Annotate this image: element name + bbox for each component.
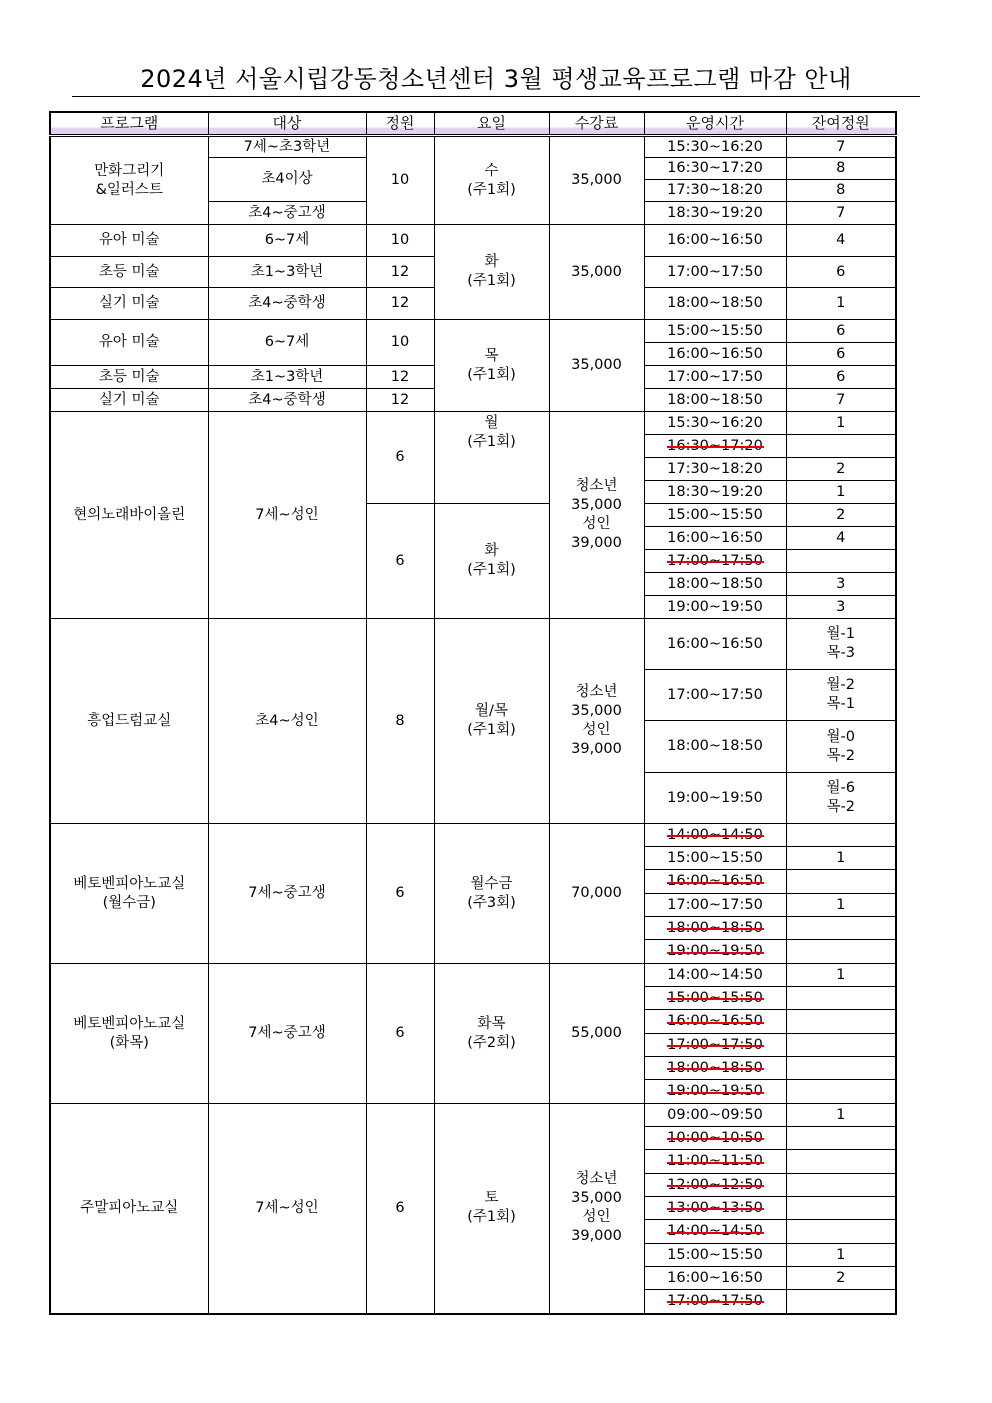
time-cell: 18:00~18:50 — [644, 288, 786, 320]
time-cell-closed: 19:00~19:50 — [644, 1080, 786, 1104]
time-cell: 16:00~16:50 — [644, 343, 786, 366]
time-cell-closed: 19:00~19:50 — [644, 940, 786, 964]
fee-cell: 35,000 — [549, 225, 644, 320]
remaining-cell: 6 — [786, 257, 896, 288]
target-cell: 초1~3학년 — [208, 366, 366, 389]
time-cell: 15:30~16:20 — [644, 412, 786, 435]
target-cell: 초4~중고생 — [208, 202, 366, 225]
remaining-cell — [786, 987, 896, 1010]
remaining-cell: 2 — [786, 1267, 896, 1290]
time-cell-closed: 16:00~16:50 — [644, 870, 786, 894]
target-cell: 6~7세 — [208, 225, 366, 257]
program-name: 실기 미술 — [50, 389, 208, 412]
header-day: 요일 — [434, 112, 549, 136]
time-cell: 18:00~18:50 — [644, 389, 786, 412]
day-cell: 화목 (주2회) — [434, 964, 549, 1104]
time-cell: 16:30~17:20 — [644, 158, 786, 180]
capacity-cell: 12 — [366, 389, 434, 412]
remaining-cell — [786, 1010, 896, 1034]
target-cell: 7세~성인 — [208, 1104, 366, 1314]
remaining-cell — [786, 1127, 896, 1150]
time-cell: 15:00~15:50 — [644, 320, 786, 343]
remaining-cell: 1 — [786, 964, 896, 987]
remaining-cell: 1 — [786, 894, 896, 917]
target-cell: 초4~중학생 — [208, 389, 366, 412]
program-name: 주말피아노교실 — [50, 1104, 208, 1314]
remaining-cell — [786, 550, 896, 573]
capacity-cell: 10 — [366, 225, 434, 257]
program-name: 초등 미술 — [50, 366, 208, 389]
table-row — [50, 320, 896, 343]
time-cell-closed: 17:00~17:50 — [644, 1034, 786, 1057]
remaining-cell: 월-6 목-2 — [786, 773, 896, 824]
header-capacity: 정원 — [366, 112, 434, 136]
capacity-cell: 10 — [366, 320, 434, 366]
time-cell: 17:30~18:20 — [644, 458, 786, 481]
program-name: 유아 미술 — [50, 225, 208, 257]
target-cell: 7세~중고생 — [208, 824, 366, 964]
program-name: 실기 미술 — [50, 288, 208, 320]
time-cell: 16:00~16:50 — [644, 619, 786, 670]
table-row — [50, 824, 896, 847]
remaining-cell: 1 — [786, 1104, 896, 1127]
remaining-cell: 1 — [786, 412, 896, 435]
program-name: 흥업드럼교실 — [50, 619, 208, 824]
time-cell-closed: 13:00~13:50 — [644, 1197, 786, 1220]
capacity-cell: 6 — [366, 1104, 434, 1314]
remaining-cell: 7 — [786, 136, 896, 158]
time-cell-closed: 12:00~12:50 — [644, 1174, 786, 1197]
title-container — [72, 64, 920, 97]
time-cell-closed: 15:00~15:50 — [644, 987, 786, 1010]
time-cell-closed: 18:00~18:50 — [644, 1057, 786, 1080]
remaining-cell — [786, 1197, 896, 1220]
program-name: 유아 미술 — [50, 320, 208, 366]
time-cell-closed: 16:30~17:20 — [644, 435, 786, 458]
time-cell: 16:00~16:50 — [644, 1267, 786, 1290]
time-cell: 16:00~16:50 — [644, 225, 786, 257]
remaining-cell: 8 — [786, 180, 896, 202]
remaining-cell — [786, 917, 896, 940]
time-cell: 15:00~15:50 — [644, 847, 786, 870]
remaining-cell: 1 — [786, 847, 896, 870]
table-row — [50, 964, 896, 987]
time-cell: 17:00~17:50 — [644, 366, 786, 389]
remaining-cell: 1 — [786, 288, 896, 320]
remaining-cell: 4 — [786, 225, 896, 257]
capacity-cell: 6 — [366, 504, 434, 619]
capacity-cell: 10 — [366, 136, 434, 225]
page-title: 2024년 서울시립강동청소년센터 3월 평생교육프로그램 마감 안내 — [140, 65, 852, 93]
capacity-cell: 6 — [366, 824, 434, 964]
fee-cell: 35,000 — [549, 320, 644, 412]
time-cell: 18:00~18:50 — [644, 573, 786, 596]
target-cell: 7세~성인 — [208, 412, 366, 619]
time-cell: 19:00~19:50 — [644, 596, 786, 619]
time-cell-closed: 10:00~10:50 — [644, 1127, 786, 1150]
fee-cell: 35,000 — [549, 136, 644, 225]
remaining-cell: 1 — [786, 1244, 896, 1267]
capacity-cell: 12 — [366, 366, 434, 389]
time-cell-closed: 14:00~14:50 — [644, 824, 786, 847]
target-cell: 초4~성인 — [208, 619, 366, 824]
day-cell: 월/목 (주1회) — [434, 619, 549, 824]
remaining-cell: 월-1 목-3 — [786, 619, 896, 670]
day-cell: 화 (주1회) — [434, 225, 549, 320]
target-cell: 7세~중고생 — [208, 964, 366, 1104]
capacity-cell: 12 — [366, 288, 434, 320]
day-cell: 목 (주1회) — [434, 320, 549, 412]
fee-cell: 청소년 35,000 성인 39,000 — [549, 619, 644, 824]
time-cell: 15:00~15:50 — [644, 504, 786, 527]
time-cell: 17:00~17:50 — [644, 670, 786, 721]
remaining-cell: 7 — [786, 202, 896, 225]
remaining-cell: 8 — [786, 158, 896, 180]
time-cell: 09:00~09:50 — [644, 1104, 786, 1127]
time-cell: 15:00~15:50 — [644, 1244, 786, 1267]
remaining-cell — [786, 1290, 896, 1314]
day-cell: 월 (주1회) — [434, 412, 549, 504]
time-cell: 18:00~18:50 — [644, 721, 786, 773]
time-cell: 17:30~18:20 — [644, 180, 786, 202]
capacity-cell: 8 — [366, 619, 434, 824]
remaining-cell — [786, 1150, 896, 1174]
program-name: 초등 미술 — [50, 257, 208, 288]
time-cell-closed: 17:00~17:50 — [644, 1290, 786, 1314]
header-fee: 수강료 — [549, 112, 644, 136]
time-cell: 15:30~16:20 — [644, 136, 786, 158]
remaining-cell — [786, 1034, 896, 1057]
remaining-cell — [786, 1174, 896, 1197]
remaining-cell — [786, 1220, 896, 1244]
remaining-cell: 6 — [786, 320, 896, 343]
remaining-cell — [786, 940, 896, 964]
time-cell-closed: 16:00~16:50 — [644, 1010, 786, 1034]
remaining-cell: 월-0 목-2 — [786, 721, 896, 773]
capacity-cell: 6 — [366, 964, 434, 1104]
time-cell: 16:00~16:50 — [644, 527, 786, 550]
remaining-cell — [786, 1080, 896, 1104]
program-name: 베토벤피아노교실 (월수금) — [50, 824, 208, 964]
day-cell: 토 (주1회) — [434, 1104, 549, 1314]
target-cell: 초1~3학년 — [208, 257, 366, 288]
table-row — [50, 225, 896, 257]
capacity-cell: 6 — [366, 412, 434, 504]
remaining-cell: 7 — [786, 389, 896, 412]
table-row — [50, 1104, 896, 1127]
target-cell: 7세~초3학년 — [208, 136, 366, 158]
capacity-cell: 12 — [366, 257, 434, 288]
target-cell: 초4~중학생 — [208, 288, 366, 320]
table-row — [50, 136, 896, 158]
time-cell: 17:00~17:50 — [644, 257, 786, 288]
time-cell-closed: 14:00~14:50 — [644, 1220, 786, 1244]
day-cell: 화 (주1회) — [434, 504, 549, 619]
remaining-cell — [786, 1057, 896, 1080]
time-cell: 14:00~14:50 — [644, 964, 786, 987]
remaining-cell: 월-2 목-1 — [786, 670, 896, 721]
fee-cell: 청소년 35,000 성인 39,000 — [549, 1104, 644, 1314]
table-row — [50, 412, 896, 435]
remaining-cell: 6 — [786, 366, 896, 389]
remaining-cell: 1 — [786, 481, 896, 504]
time-cell-closed: 18:00~18:50 — [644, 917, 786, 940]
time-cell-closed: 17:00~17:50 — [644, 550, 786, 573]
remaining-cell — [786, 870, 896, 894]
program-name: 만화그리기 &일러스트 — [50, 136, 208, 225]
remaining-cell: 6 — [786, 343, 896, 366]
fee-cell: 55,000 — [549, 964, 644, 1104]
day-cell: 월수금 (주3회) — [434, 824, 549, 964]
schedule-table — [49, 111, 897, 1315]
fee-cell: 청소년 35,000 성인 39,000 — [549, 412, 644, 619]
time-cell: 18:30~19:20 — [644, 202, 786, 225]
header-target: 대상 — [208, 112, 366, 136]
fee-cell: 70,000 — [549, 824, 644, 964]
header-time: 운영시간 — [644, 112, 786, 136]
program-name: 현의노래바이올린 — [50, 412, 208, 619]
remaining-cell: 2 — [786, 504, 896, 527]
table-row — [50, 619, 896, 670]
header-remaining: 잔여정원 — [786, 112, 896, 136]
target-cell: 6~7세 — [208, 320, 366, 366]
remaining-cell — [786, 435, 896, 458]
time-cell: 19:00~19:50 — [644, 773, 786, 824]
remaining-cell: 4 — [786, 527, 896, 550]
target-cell: 초4이상 — [208, 158, 366, 202]
remaining-cell: 3 — [786, 573, 896, 596]
time-cell: 18:30~19:20 — [644, 481, 786, 504]
header-row — [50, 112, 896, 136]
program-name: 베토벤피아노교실 (화목) — [50, 964, 208, 1104]
remaining-cell: 3 — [786, 596, 896, 619]
time-cell: 17:00~17:50 — [644, 894, 786, 917]
remaining-cell — [786, 824, 896, 847]
header-program: 프로그램 — [50, 112, 208, 136]
remaining-cell: 2 — [786, 458, 896, 481]
day-cell: 수 (주1회) — [434, 136, 549, 225]
time-cell-closed: 11:00~11:50 — [644, 1150, 786, 1174]
